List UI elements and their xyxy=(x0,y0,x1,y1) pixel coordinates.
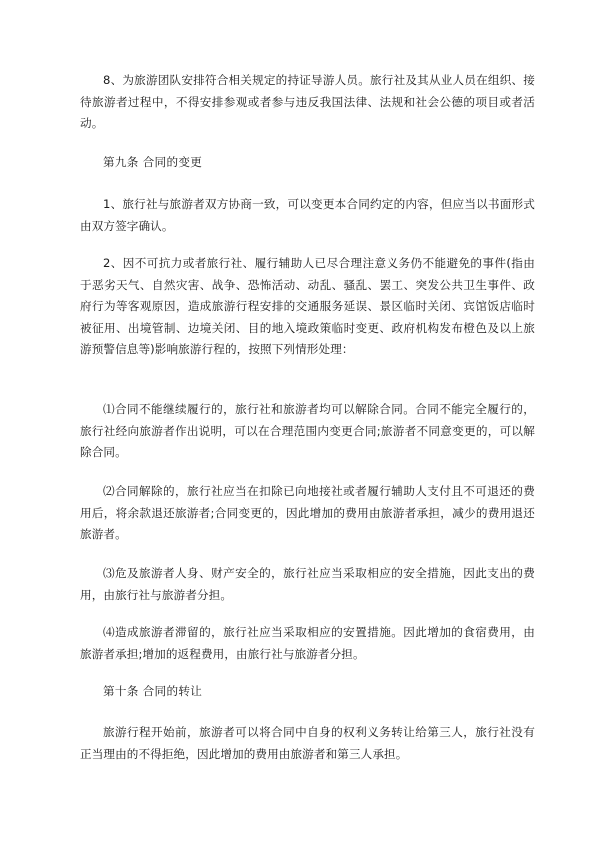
article-9-heading: 第九条 合同的变更 xyxy=(103,155,203,169)
article-10-paragraph: 旅游行程开始前，旅游者可以将合同中自身的权利义务转让给第三人，旅行社没有正当理由的不得拒绝，因此增加的费用由旅游者和第三人承担。 xyxy=(80,725,535,761)
article-9-clause-2: 2、因不可抗力或者旅行社、履行辅助人已尽合理注意义务仍不能避免的事件(指由于恶劣天气、自然灾害、战争、恐怖活动、动乱、骚乱、罢工、突发公共卫生事件、政府行为等客观原因，造成旅游行程安排的交通服务延误、景区临时关闭、宾馆饭店临时被征用、出境管制、边境关闭、目的地入境政策临时变更、政府机构发布橙色及以上旅游预警信息等)影响旅游行程的，按照下列情形处理： xyxy=(80,256,535,356)
article-9-clause-1: 1、旅行社与旅游者双方协商一致，可以变更本合同约定的内容，但应当以书面形式由双方签字确认。 xyxy=(80,197,535,233)
article-9-clause-2-item-3: ⑶危及旅游者人身、财产安全的，旅行社应当采取相应的安全措施，因此支出的费用，由旅行社与旅游者分担。 xyxy=(80,566,535,602)
article-9-clause-2-item-1: ⑴合同不能继续履行的，旅行社和旅游者均可以解除合同。合同不能完全履行的，旅行社经向旅游者作出说明，可以在合理范围内变更合同;旅游者不同意变更的，可以解除合同。 xyxy=(80,402,535,459)
article-9-clause-2-item-2: ⑵合同解除的，旅行社应当在扣除已向地接社或者履行辅助人支付且不可退还的费用后，将余款退还旅游者;合同变更的，因此增加的费用由旅游者承担，减少的费用退还旅游者。 xyxy=(80,484,535,541)
article-10-heading: 第十条 合同的转让 xyxy=(103,684,203,698)
clause-8-paragraph: 8、为旅游团队安排符合相关规定的持证导游人员。旅行社及其从业人员在组织、接待旅游者过程中，不得安排参观或者参与违反我国法律、法规和社会公德的项目或者活动。 xyxy=(80,73,535,130)
article-9-clause-2-item-4: ⑷造成旅游者滞留的，旅行社应当采取相应的安置措施。因此增加的食宿费用，由旅游者承担;增加的返程费用，由旅行社与旅游者分担。 xyxy=(80,625,535,661)
